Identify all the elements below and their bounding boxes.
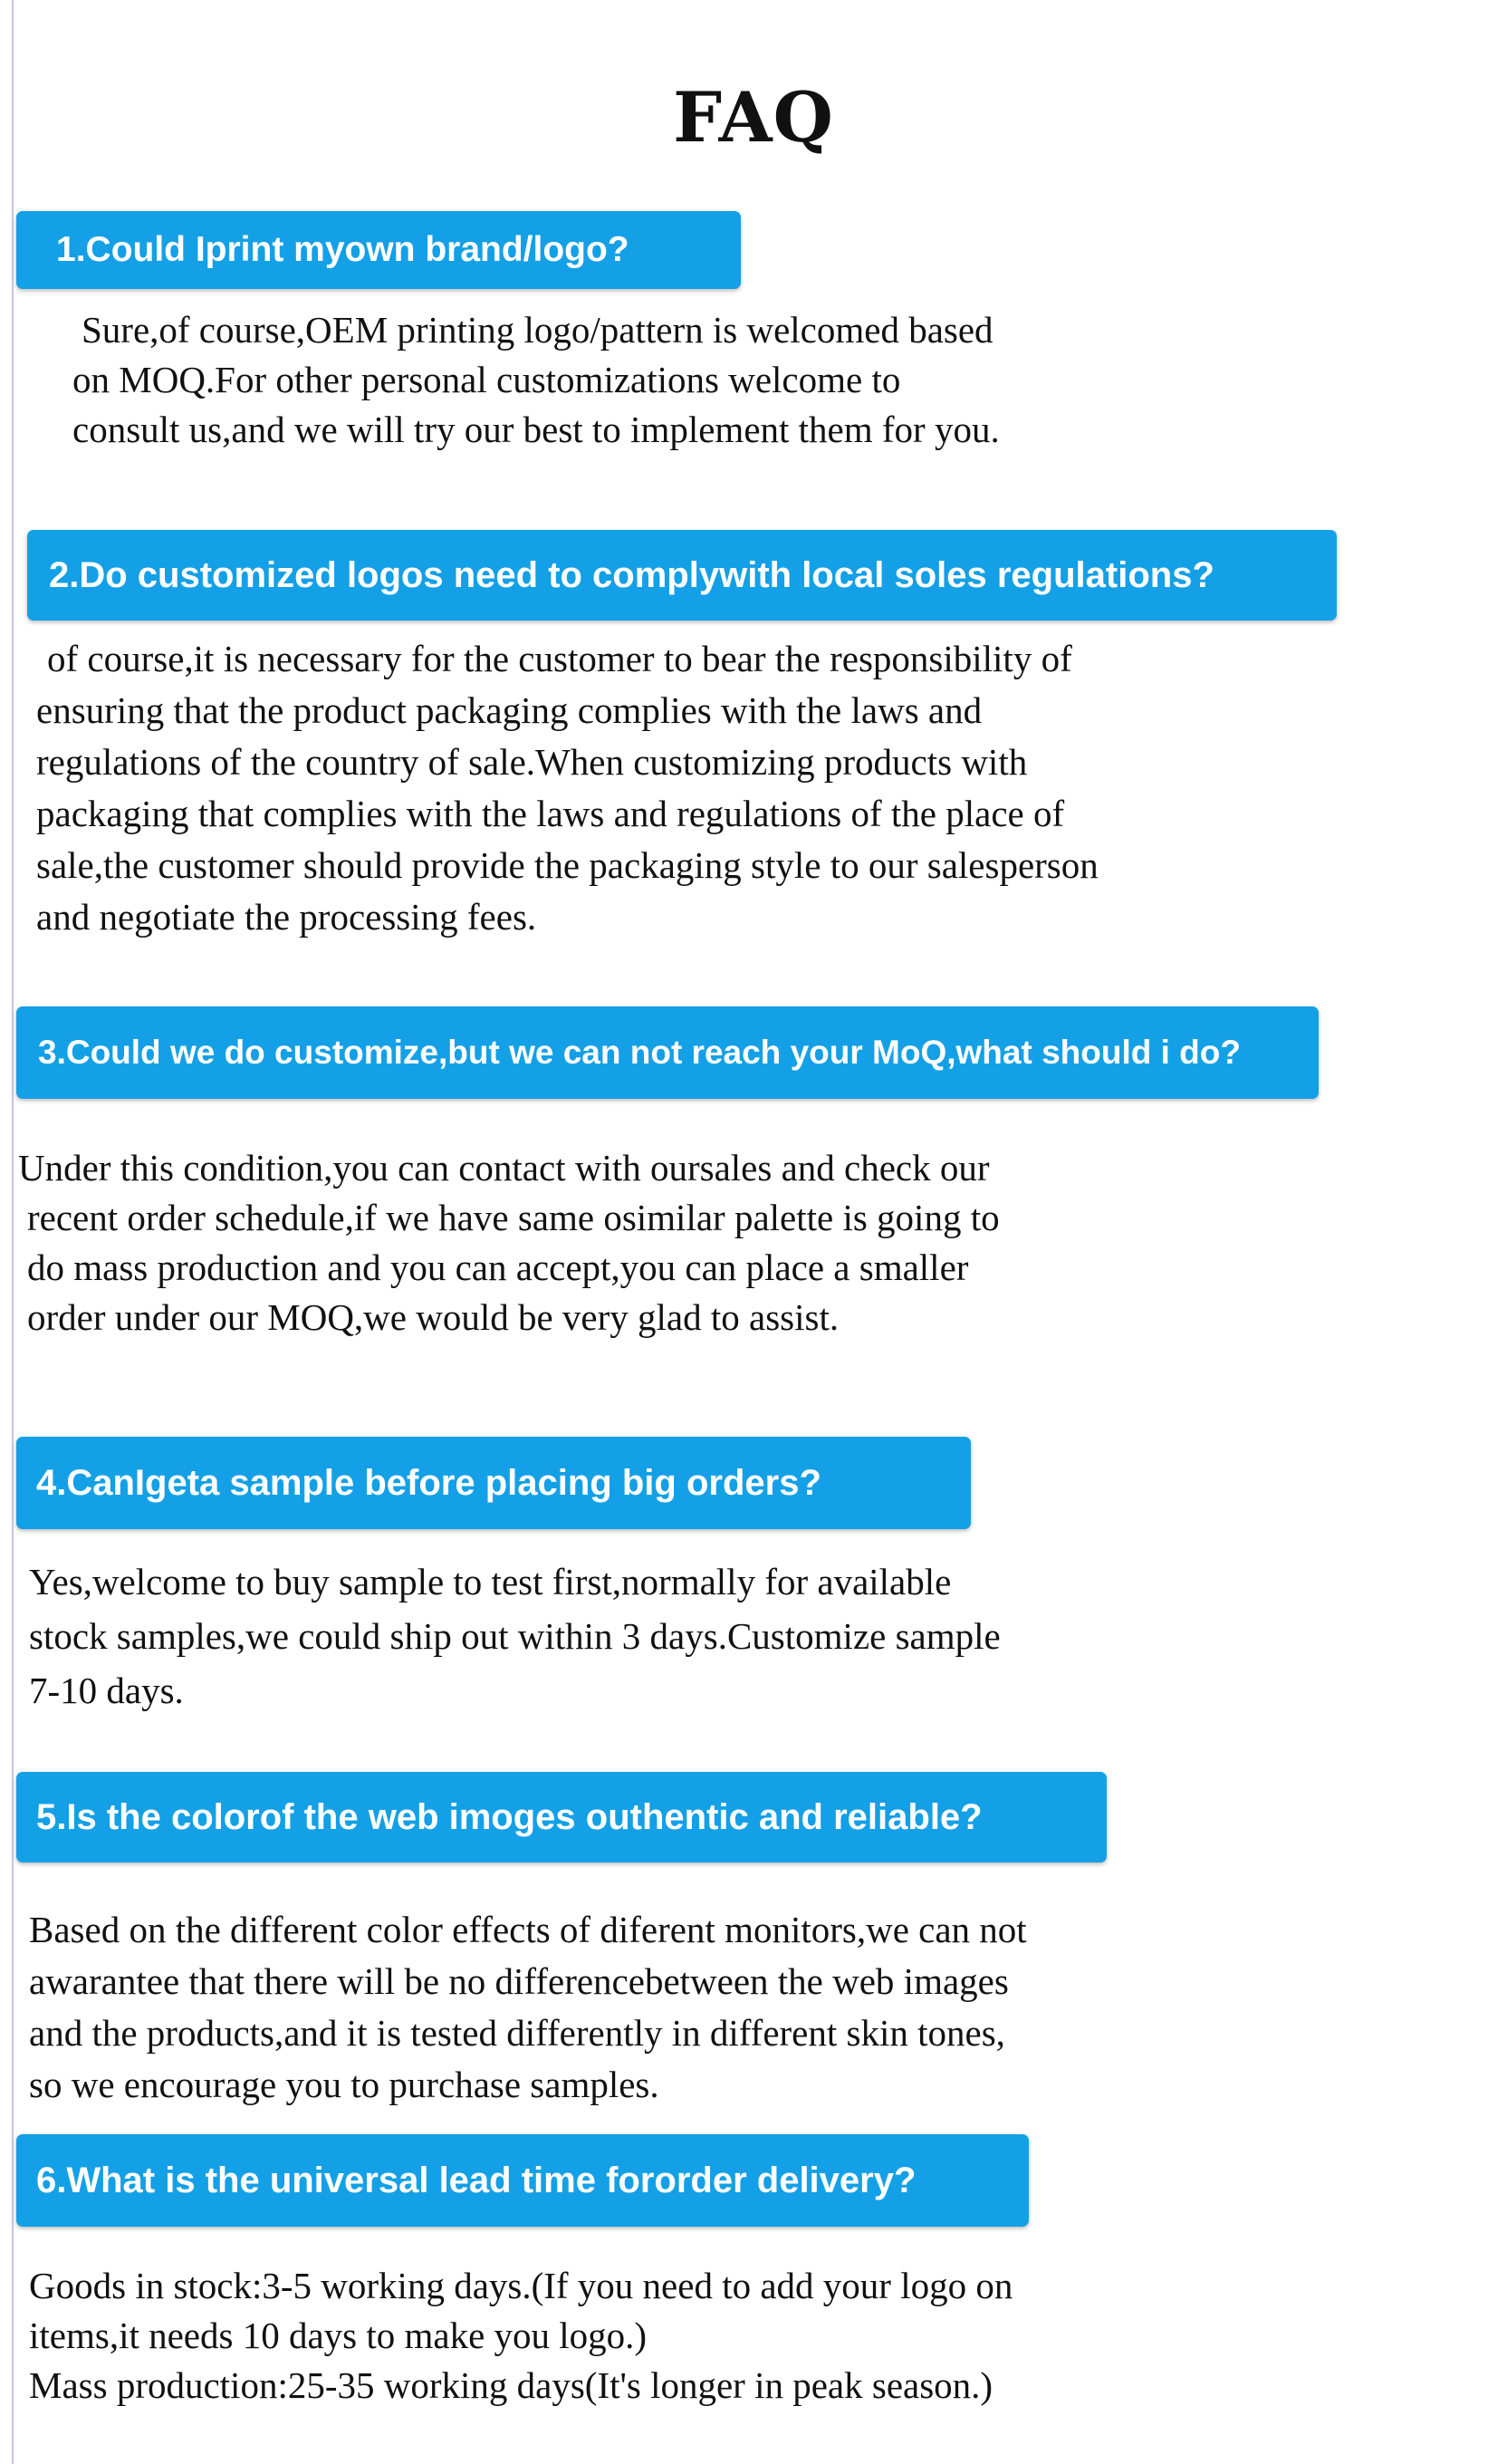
faq-answer-2	[36, 633, 1099, 943]
answer-line: on MOQ.For other personal customizations welcome to	[72, 359, 901, 400]
answer-line: Goods in stock:3-5 working days.(If you need to add your logo on	[29, 2265, 1013, 2306]
faq-question-5: 5.Is the colorof the web imoges outhentic and reliable?	[16, 1772, 1107, 1862]
faq-answer-3	[18, 1143, 1000, 1343]
answer-line: packaging that complies with the laws and regulations of the place of	[36, 793, 1065, 834]
faq-answer-5	[29, 1904, 1027, 2111]
answer-line: consult us,and we will try our best to implement them for you.	[72, 409, 1000, 450]
answer-line: items,it needs 10 days to make you logo.)	[29, 2315, 648, 2356]
answer-line: Mass production:25-35 working days(It's longer in peak season.)	[29, 2364, 993, 2406]
faq-question-2: 2.Do customized logos need to complywith local soles regulations?	[27, 530, 1337, 621]
faq-answer-6	[29, 2261, 1013, 2411]
answer-line: and the products,and it is tested differently in different skin tones,	[29, 2012, 1005, 2054]
answer-line: and negotiate the processing fees.	[36, 896, 537, 938]
answer-line: stock samples,we could ship out within 3 days.Customize sample	[29, 1615, 1001, 1657]
answer-line: Yes,welcome to buy sample to test first,normally for available	[29, 1561, 952, 1603]
answer-line: awarantee that there will be no differencebetween the web images	[29, 1960, 1009, 2002]
answer-line: so we encourage you to purchase samples.	[29, 2064, 659, 2105]
answer-line: Sure,of course,OEM printing logo/pattern is welcomed based	[82, 309, 993, 351]
answer-line: do mass production and you can accept,you can place a smaller	[27, 1246, 969, 1288]
faq-question-4: 4.CanIgeta sample before placing big orders?	[16, 1437, 971, 1529]
answer-line: Under this condition,you can contact with oursales and check our	[18, 1147, 990, 1189]
answer-line: order under our MOQ,we would be very glad to assist.	[27, 1296, 840, 1338]
answer-line: sale,the customer should provide the packaging style to our salesperson	[36, 844, 1099, 886]
left-border-line	[12, 0, 14, 2464]
answer-line: regulations of the country of sale.When customizing products with	[36, 741, 1028, 783]
answer-line: 7-10 days.	[29, 1670, 184, 1711]
faq-answer-1	[72, 305, 1000, 455]
faq-question-1: 1.Could Iprint myown brand/logo?	[16, 211, 741, 289]
faq-question-3: 3.Could we do customize,but we can not reach your MoQ,what should i do?	[16, 1006, 1319, 1099]
answer-line: of course,it is necessary for the customer to bear the responsibility of	[47, 638, 1072, 679]
answer-line: ensuring that the product packaging complies with the laws and	[36, 689, 983, 731]
faq-question-6: 6.What is the universal lead time fororder delivery?	[16, 2134, 1029, 2227]
faq-answer-4	[29, 1554, 1001, 1718]
answer-line: recent order schedule,if we have same osimilar palette is going to	[27, 1197, 1000, 1238]
answer-line: Based on the different color effects of diferent monitors,we can not	[29, 1909, 1027, 1950]
page-title: FAQ	[673, 77, 834, 158]
